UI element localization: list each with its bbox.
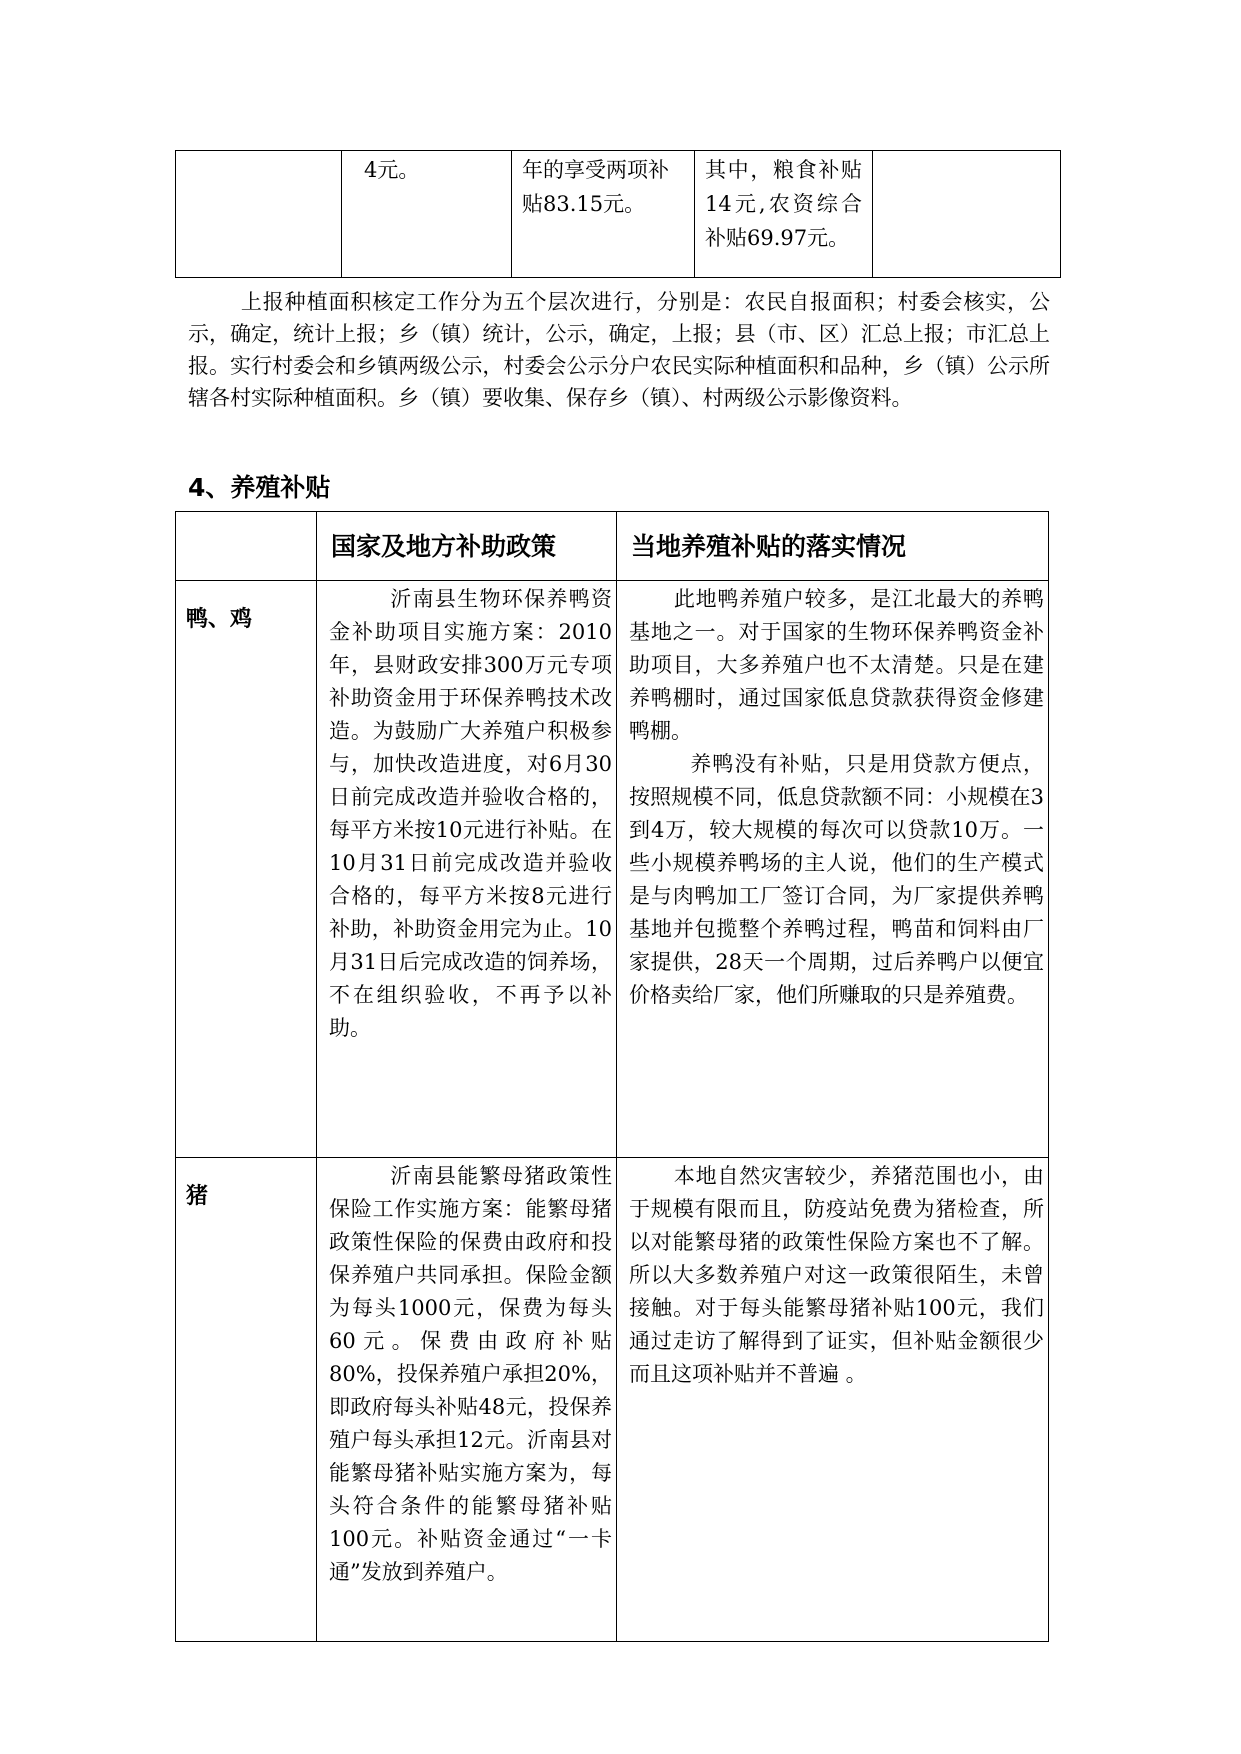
paragraph-text: 上报种植面积核定工作分为五个层次进行，分别是：农民自报面积；村委会核实，公示，确定，统计上报；乡（镇）统计，公示，确定，上报；县（市、区）汇总上报；市汇总上报。实行村委会和乡镇两级公示，村委会公示分户农民实际种植面积和品种，乡（镇）公示所辖各村实际种植面积。乡（镇）要收集、保存乡（镇）、村两级公示影像资料。 [188, 290, 1050, 410]
policy-text: 沂南县生物环保养鸭资金补助项目实施方案：2010年，县财政安排300万元专项补助资金用于环保养鸭技术改造。为鼓励广大养殖户积极参与，加快改造进度，对6月30日前完成改造并验收合格的，每平方米按10元进行补贴。在10月31日前完成改造并验收合格的，每平方米按8元进行补助，补助资金用完为止。10月31日后完成改造的饲养场，不在组织验收，不再予以补助。 [329, 587, 612, 1040]
top-table-fragment [175, 150, 1061, 278]
row-label: 猪 [176, 1158, 317, 1642]
table-cell: 4元。 [342, 151, 512, 278]
situation-text: 本地自然灾害较少，养猪范围也小，由于规模有限而且，防疫站免费为猪检查，所以对能繁母猪的政策性保险方案也不了解。所以大多数养殖户对这一政策很陌生，未曾接触。对于每头能繁母猪补贴100元，我们通过走访了解得到了证实，但补贴金额很少而且这项补贴并不普遍 。 [629, 1164, 1044, 1386]
table-header-row [176, 512, 1049, 581]
table-row [176, 151, 1061, 278]
policy-cell [317, 1158, 617, 1642]
situation-text: 养鸭没有补贴，只是用贷款方便点，按照规模不同，低息贷款额不同：小规模在3到4万，较大规模的每次可以贷款10万。一些小规模养鸭场的主人说，他们的生产模式是与肉鸭加工厂签订合同，为厂家提供养鸭基地并包揽整个养鸭过程，鸭苗和饲料由厂家提供，28天一个周期，过后养鸭户以便宜价格卖给厂家，他们所赚取的只是养殖费。 [629, 752, 1044, 1007]
situation-cell [617, 581, 1049, 1158]
header-cell: 当地养殖补贴的落实情况 [617, 512, 1049, 581]
section-heading: 4、养殖补贴 [188, 473, 331, 502]
table-cell: 其中，粮食补贴14元,农资综合补贴69.97元。 [695, 151, 873, 278]
header-cell: 国家及地方补助政策 [317, 512, 617, 581]
table-row [176, 1158, 1049, 1642]
subsidy-table [175, 511, 1049, 1642]
table-cell [873, 151, 1061, 278]
situation-paragraph [629, 1160, 1044, 1391]
situation-paragraph [629, 583, 1044, 748]
situation-paragraph [629, 748, 1044, 1012]
situation-cell [617, 1158, 1049, 1642]
header-cell [176, 512, 317, 581]
body-paragraph [188, 286, 1050, 414]
row-label: 鸭、鸡 [176, 581, 317, 1158]
policy-text: 沂南县能繁母猪政策性保险工作实施方案：能繁母猪政策性保险的保费由政府和投保养殖户共同承担。保险金额为每头1000元，保费为每头60元。保费由政府补贴80%，投保养殖户承担20%，即政府每头补贴48元，投保养殖户每头承担12元。沂南县对能繁母猪补贴实施方案为，每头符合条件的能繁母猪补贴100元。补贴资金通过“一卡通”发放到养殖户。 [329, 1164, 612, 1584]
situation-text: 此地鸭养殖户较多，是江北最大的养鸭基地之一。对于国家的生物环保养鸭资金补助项目，大多养殖户也不太清楚。只是在建养鸭棚时，通过国家低息贷款获得资金修建鸭棚。 [629, 587, 1044, 743]
table-row [176, 581, 1049, 1158]
table-cell [176, 151, 342, 278]
table-cell: 年的享受两项补贴83.15元。 [512, 151, 695, 278]
policy-cell [317, 581, 617, 1158]
